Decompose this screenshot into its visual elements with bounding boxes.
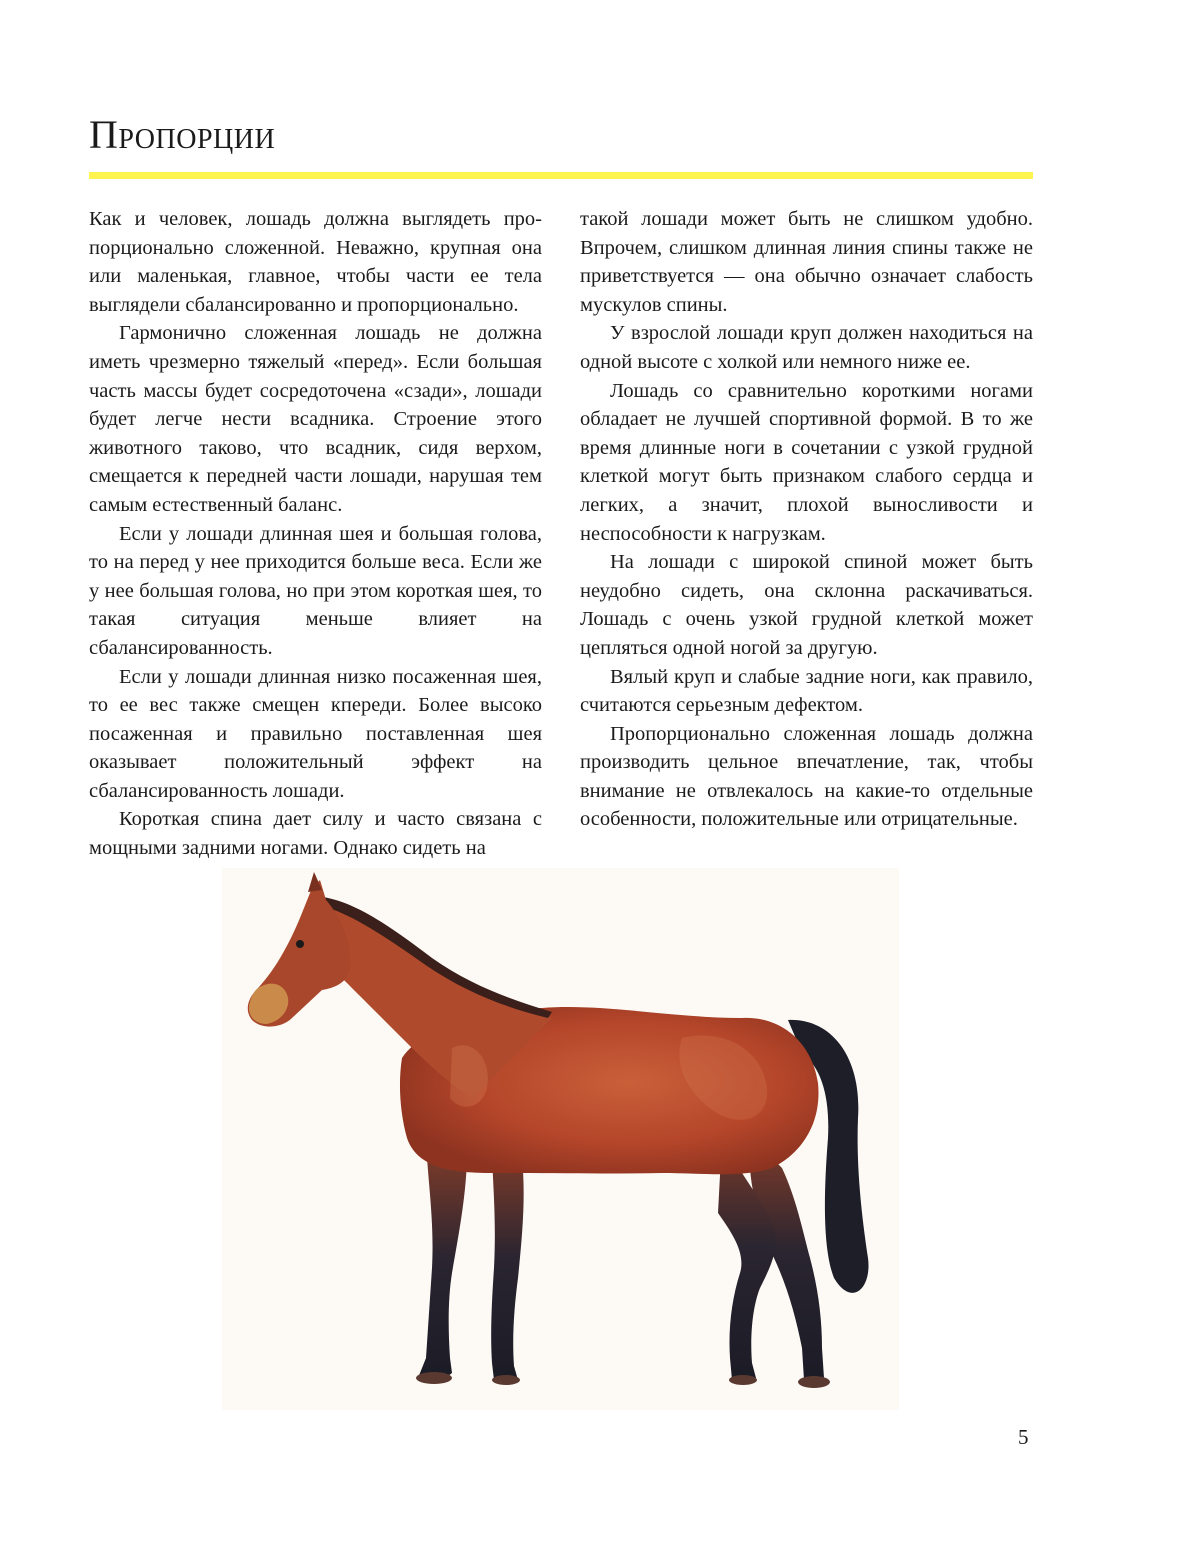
- front-leg-near: [418, 1158, 467, 1380]
- paragraph: Короткая спина дает силу и часто связана с мощными задними ногами. Однако сидеть на: [89, 808, 542, 860]
- hoof: [492, 1375, 520, 1385]
- title-underline: [89, 172, 1033, 179]
- paragraph: Вялый круп и слабые задние ноги, как правило, считаются серьезным дефектом.: [580, 665, 1033, 717]
- paragraph: Как и человек, лошадь должна выглядеть пропорционально сложенной. Неважно, крупная она или маленькая, главное, чтобы части ее тела выглядели сбалансированно и пропорционально.: [89, 208, 542, 316]
- horse-illustration: [222, 868, 899, 1410]
- paragraph: У взрослой лошади круп должен находиться на одной высоте с холкой или немного ниже ее.: [580, 322, 1033, 373]
- horse-eye: [296, 940, 304, 948]
- right-column: [580, 205, 1033, 834]
- paragraph: На лошади с широкой спиной может быть неудобно сидеть, она склонна раскачиваться. Лошадь с очень узкой грудной клеткой может цепляться одной ногой за другую.: [580, 551, 1033, 659]
- left-column: [89, 205, 542, 863]
- paragraph: Пропорционально сложенная лошадь должна производить цельное впечатление, так, чтобы внимание не отвлекалось на какие-то отдельные особенности, положительные или отрицательные.: [580, 722, 1033, 831]
- page-title: Пропорции: [89, 112, 276, 157]
- paragraph: Если у лошади длинная низко посаженная шея, то ее вес также смещен кпереди. Более высоко посаженная и правильно поставленная шея оказывает положительный эффект на сбалансированность лошади.: [89, 665, 542, 802]
- paragraph: Лошадь со сравнительно короткими ногами обладает не лучшей спортивной формой. В то же время длинные ноги в сочетании с узкой грудной клеткой могут быть признаком слабого сердца и легких, а значит, плохой выносливости и неспособности к нагрузкам.: [580, 379, 1033, 545]
- page-number: 5: [1018, 1425, 1029, 1449]
- paragraph: Если у лошади длинная шея и большая голова, то на перед у нее приходится больше веса. Если же у нее большая голова, но при этом короткая шея, то такая ситуация меньше влияет на сбалансированность.: [89, 522, 542, 659]
- hoof: [798, 1376, 830, 1388]
- front-leg-far: [491, 1158, 523, 1380]
- hoof: [729, 1375, 757, 1385]
- hoof: [416, 1372, 452, 1384]
- paragraph: такой лошади может быть не слишком удобно. Впрочем, слишком длинная линия спины также не приветствуется — она обычно означает слабость мускулов спины.: [580, 208, 1033, 316]
- paragraph: Гармонично сложенная лошадь не должна иметь чрезмерно тяжелый «перед». Если большая часть массы будет сосредоточена «сзади», лошади будет легче нести всадника. Строение этого животного таково, что всадник, сидя верхом, смещается к передней части лошади, нарушая тем самым естественный баланс.: [89, 322, 542, 516]
- bay-horse-icon: [222, 868, 899, 1410]
